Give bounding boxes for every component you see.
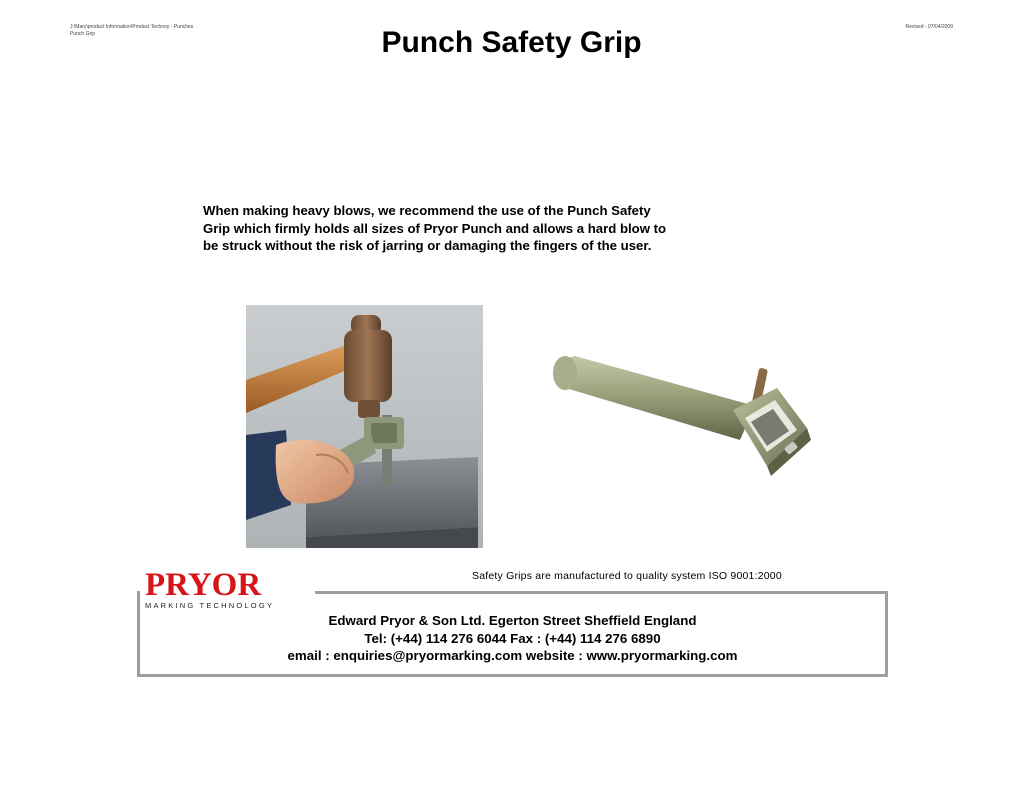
logo-wordmark: PRYOR (145, 567, 262, 603)
hammer-punch-photo (246, 305, 483, 548)
company-address-line: Edward Pryor & Son Ltd. Egerton Street Sheffield England (328, 613, 697, 628)
page-title: Punch Safety Grip (381, 26, 642, 59)
logo-tagline: MARKING TECHNOLOGY (145, 601, 275, 610)
contact-box-top-rule (315, 591, 887, 594)
file-path-line-2: Punch Grip (70, 31, 96, 37)
revised-date: Revised - 07/04/2009 (905, 24, 953, 30)
quality-note: Safety Grips are manufactured to quality system ISO 9001:2000 (472, 570, 782, 582)
file-path-line-1: J:\Mary\product Information\Product Technoy - Punches (70, 24, 194, 30)
pryor-logo (145, 569, 285, 610)
email-website-line: email : enquiries@pryormarking.com website : www.pryormarking.com (287, 648, 738, 663)
intro-paragraph (203, 202, 723, 255)
intro-line-3: be struck without the risk of jarring or damaging the fingers of the user. (203, 238, 652, 253)
hammer-punch-illustration (246, 305, 483, 548)
contact-details (137, 612, 888, 665)
safety-grip-illustration (545, 348, 830, 493)
intro-line-1: When making heavy blows, we recommend the use of the Punch Safety (203, 203, 651, 218)
phone-fax-line: Tel: (+44) 114 276 6044 Fax : (+44) 114 276 6890 (364, 630, 661, 646)
safety-grip-photo (545, 348, 830, 493)
intro-line-2: Grip which firmly holds all sizes of Pryor Punch and allows a hard blow to (203, 220, 667, 236)
